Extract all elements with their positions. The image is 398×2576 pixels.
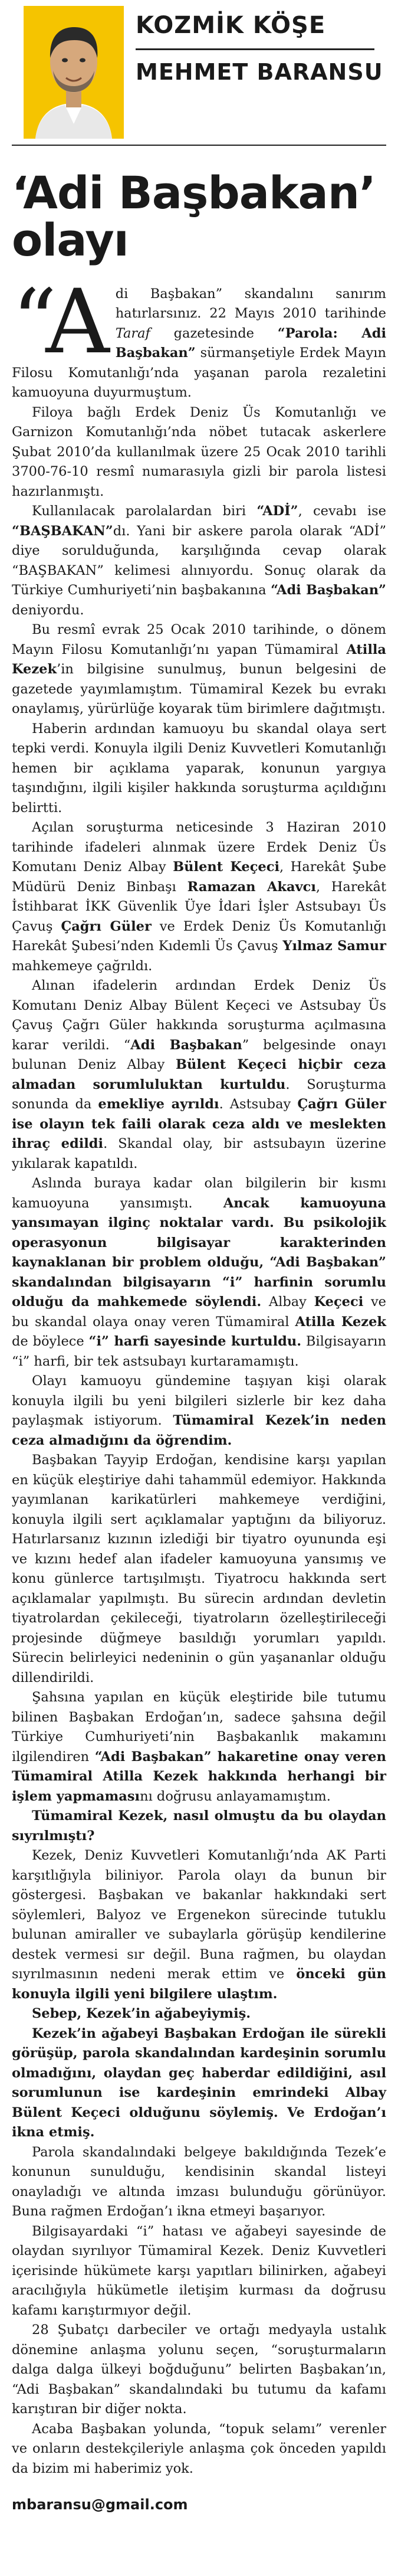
text-run: dı. Yani bir askere parola olarak “ADİ” diye sorulduğunda, karşılığında cevap olarak “BAŞBAKAN” kelimesi alınıyordu. Sonuç olarak da Türkiye Cumhuriyeti’nin başbakanına bbox=[12, 523, 386, 598]
text-run: Şahsına yapılan en küçük eleştiride bile tutumu bilinen Başbakan Erdoğan’ın, sadece şahsına değil Türkiye Cumhuriyeti’nin Başbakanlık makamını ilgilendiren bbox=[12, 1690, 386, 1765]
article-paragraph bbox=[12, 270, 386, 403]
bold-run: “BAŞBAKAN” bbox=[12, 523, 113, 539]
bold-run: Bülent Keçeci hiçbir ceza almadan sorumluluktan kurtuldu bbox=[12, 1057, 386, 1092]
bold-run: Adi Başbakan bbox=[130, 1037, 242, 1053]
article-title: ‘Adi Başbakan’ olayı bbox=[12, 166, 376, 266]
article-paragraph bbox=[12, 1846, 386, 2004]
bold-run: emekliye ayrıldı bbox=[98, 1096, 219, 1112]
article-paragraph bbox=[12, 502, 386, 620]
bold-run: “ADİ” bbox=[256, 503, 298, 519]
italic-run: Taraf bbox=[115, 325, 150, 341]
bold-run: Tümamiral Kezek’in neden ceza almadığını da öğrendim. bbox=[12, 1413, 386, 1448]
text-run: , Harekât Şube Müdürü Deniz Binbaşı bbox=[12, 859, 387, 895]
text-run: Başbakan Tayyip Erdoğan, kendisine karşı yapılan en küçük eleştiriye dahi tahammül edemiyor. Hakkında yayımlanan karikatürleri mahkemeye verdiğini, konuyla ilgili sert açıklamalar yaptığını da biliyoruz. Hatırlarsanız kızının izlediği bir tiyatro oyununda eşi ve kızını hedef alan ifadeler kamuoyuna yansımış ve konu günlerce tartışılmıştı. Tiyatrocu hakkında sert açıklamalar yapılmıştı. Bu sürecin ardından devletin tiyatrolardan çekileceği, tiyatroların özelleştirileceği projesinde düğmeye basıldığı yorumları yapıldı. Sürecin belirleyici nedeninin o gün yaşananlar olduğu dillendirildi. bbox=[12, 1452, 386, 1685]
bold-run: Atilla Kezek bbox=[295, 1314, 386, 1330]
author-photo bbox=[24, 6, 124, 139]
article-paragraph bbox=[12, 1174, 386, 1372]
article-paragraph bbox=[12, 976, 386, 1174]
text-run: Olayı kamuoyu gündemine taşıyan kişi olarak konuyla ilgili bu yeni bilgileri sizlerle bir kez daha paylaşmak istiyorum. bbox=[12, 1373, 386, 1429]
column-rubric: KOZMİK KÖŞE bbox=[136, 12, 326, 39]
article-paragraph bbox=[12, 2004, 386, 2024]
text-run: mahkemeye çağrıldı. bbox=[12, 958, 153, 974]
column-header bbox=[12, 0, 386, 146]
text-run: , Harekât İstihbarat İKK Güvenlik Üye İdari İşler Astsubayı Üs Çavuş bbox=[12, 879, 386, 934]
text-run: ” belgesinde onayı bulunan Deniz Albay bbox=[12, 1037, 386, 1073]
bold-run: “Adi Başbakan” bbox=[271, 582, 386, 598]
text-run: Aslında buraya kadar olan bilgilerin bir kısmı kamuoyuna yansımıştı. bbox=[12, 1176, 386, 1211]
article-paragraph bbox=[12, 1451, 386, 1688]
article-paragraph bbox=[12, 403, 386, 502]
text-run: sürmanşetiyle Erdek Mayın Filosu Komutanlığı’nda yaşanan parola rezaletini kamuoyuna duyurmuştum. bbox=[12, 345, 386, 401]
text-run: Bilgisayarın “i” harfi, bir tek astsubayı kurtaramamıştı. bbox=[12, 1334, 386, 1369]
bold-run: önceki gün konuyla ilgili yeni bilgilere ulaştım. bbox=[12, 1966, 386, 2002]
text-run: deniyordu. bbox=[12, 602, 84, 618]
text-run: Alınan ifadelerin ardından Erdek Deniz Üs Komutanı Deniz Albay Bülent Keçeci ve Astsubay Üs Çavuş Çağrı Güler hakkında soruşturma açılmasına karar verildi. “ bbox=[12, 978, 386, 1053]
article-paragraph bbox=[12, 1806, 386, 1846]
article-paragraph bbox=[12, 1372, 386, 1451]
article-paragraph bbox=[12, 2320, 386, 2420]
article-paragraph bbox=[12, 1688, 386, 1806]
text-run: ’in bilgisine sunulmuş, bunun belgesini de gazetede yayımlamıştım. Tümamiral Kezek bu evrakı onaylamış, yürürlüğe koyarak tüm birimlere dağıtmıştı. bbox=[12, 662, 386, 717]
text-run: Albay bbox=[261, 1294, 314, 1310]
text-run: Kullanılacak parolalardan biri bbox=[32, 503, 257, 519]
text-run: . Skandal olay, bir astsubayın üzerine yıkılarak kapatıldı. bbox=[12, 1136, 386, 1171]
article-paragraph bbox=[12, 818, 386, 976]
text-run: Bu resmî evrak 25 Ocak 2010 tarihinde, o dönem Mayın Filosu Komutanlığı’nı yapan Tümamiral bbox=[12, 622, 386, 657]
text-run: 28 Şubatçı darbeciler ve ortağı medyayla ustalık dönemine anlaşma yolunu seçen, “soruşturmaların dalga dalga ülkeyi boğduğunu” belirten Başbakan’ın, “Adi Başbakan” skandalındaki bu tutumu da kafamı karıştıran bir diğer nokta. bbox=[12, 2322, 386, 2417]
bold-run: Ancak kamuoyuna yansımayan ilginç noktalar vardı. Bu psikolojik operasyonun bilgisayar karakterinden kaynaklanan bir problem olduğu, “Adi Başbakan” skandalından bilgisayarın “i” harfinin sorumlu olduğu da mahkemede söylendi. bbox=[12, 1195, 386, 1310]
bold-run: Keçeci bbox=[314, 1294, 364, 1310]
bold-run: “i” harfi sayesinde kurtuldu. bbox=[88, 1334, 302, 1350]
text-run: de böylece bbox=[12, 1334, 89, 1350]
header-divider bbox=[136, 48, 374, 50]
article-paragraph bbox=[12, 2420, 386, 2479]
article-paragraph bbox=[12, 620, 386, 719]
bold-run: Ramazan Akavcı bbox=[187, 879, 316, 895]
text-run: ve Erdek Deniz Üs Komutanlığı Harekât Şubesi’nden Kıdemli Üs Çavuş bbox=[12, 918, 386, 954]
text-run: Haberin ardından kamuoyu bu skandal olaya sert tepki verdi. Konuyla ilgili Deniz Kuvvetleri Komutanlığı hemen bir açıklama yaparak, konunun yargıya taşındığını, ilgili kişiler hakkında soruşturma açıldığını belirtti. bbox=[12, 721, 386, 816]
author-email[interactable]: mbaransu@gmail.com bbox=[12, 2496, 188, 2513]
text-run: ve bu skandal olaya onay veren Tümamiral bbox=[12, 1294, 387, 1330]
bold-run: Çağrı Güler ise olayın tek faili olarak ceza aldı ve meslekten ihraç edildi bbox=[12, 1096, 386, 1152]
bold-run: Sebep, Kezek’in ağabeyiymiş. bbox=[32, 2006, 251, 2022]
author-portrait-icon bbox=[24, 6, 124, 139]
text-run: . Astsubay bbox=[219, 1096, 298, 1112]
text-run: Parola skandalındaki belgeye bakıldığında Tezek’e konunun sunulduğu, kendisinin skandal listeyi onayladığı ve altında imzası bulunduğu görünüyor. Buna rağmen Erdoğan’ı ikna etmeyi başarıyor. bbox=[12, 2144, 386, 2220]
text-run: . Soruşturma sonunda da bbox=[12, 1076, 386, 1112]
bold-run: Atilla Kezek bbox=[12, 641, 386, 677]
article-paragraph bbox=[12, 2143, 386, 2222]
article-paragraph bbox=[12, 719, 386, 819]
text-run: Kezek, Deniz Kuvvetleri Komutanlığı’nda AK Parti karşıtlığıyla biliniyor. Parola olayı da bunun bir göstergesi. Başbakan ve bakanlar hakkındaki sert söylemleri, Balyoz ve Ergenekon sürecinde tutuklu bulunan amiraller ve subaylarla görüşüp kendilerine destek vermesi sır değil. Buna rağmen, bu olaydan sıyrılmasının nedeni merak ettim ve bbox=[12, 1848, 386, 1982]
text-run: nı doğrusu anlayamamıştım. bbox=[140, 1788, 331, 1804]
text-run: “Adi Başbakan” skandalını sanırım hatırlarsınız. 22 Mayıs 2010 tarihinde bbox=[12, 270, 386, 374]
article-body bbox=[12, 270, 387, 2479]
article-paragraph bbox=[12, 2222, 386, 2321]
bold-run: Tümamiral Kezek, nasıl olmuştu da bu olaydan sıyrılmıştı? bbox=[12, 1808, 386, 1844]
bold-run: Bülent Keçeci bbox=[173, 859, 279, 875]
bold-run: Kezek’in ağabeyi Başbakan Erdoğan ile sürekli görüşüp, parola skandalından kardeşinin sorumlu olmadığını, olaydan geç haberdar edildiğini, asıl sorumlunun ise kardeşinin emrindeki Albay Bülent Keçeci olduğunu söylemiş. Ve Erdoğan’ı ikna etmiş. bbox=[12, 2025, 386, 2140]
bold-run: Çağrı Güler bbox=[61, 918, 152, 934]
bold-run: Yılmaz Samur bbox=[282, 938, 386, 954]
text-run: Filoya bağlı Erdek Deniz Üs Komutanlığı ve Garnizon Komutanlığı’nda nöbet tutacak askerlere Şubat 2010’da kullanılmak üzere 25 Ocak 2010 tarihli 3700-76-10 resmî numarasıyla gizli bir parola listesi hazırlanmıştı. bbox=[12, 404, 386, 499]
text-run: gazetesinde bbox=[150, 325, 278, 341]
article-paragraph bbox=[12, 2024, 386, 2143]
text-run: Bilgisayardaki “i” hatası ve ağabeyi sayesinde de olaydan sıyrılıyor Tümamiral Kezek. Deniz Kuvvetleri içerisinde hükümete karşı yapıtları bilinirken, ağabeyi aracılığıyla hükümetle iletişim kurması da doğrusu kafamı karıştırmıyor değil. bbox=[12, 2223, 386, 2318]
text-run: , cevabı ise bbox=[298, 503, 386, 519]
text-run: Acaba Başbakan yolunda, “topuk selamı” verenler ve onların destekçileriyle anlaşma çok önceden yapıldı da bizim mi haberimiz yok. bbox=[12, 2421, 386, 2476]
author-name: MEHMET BARANSU bbox=[136, 59, 383, 85]
bold-run: “Adi Başbakan” hakaretine onay veren Tümamiral Atilla Kezek hakkında herhangi bir işlem yapmaması bbox=[12, 1749, 386, 1804]
text-run: Açılan soruşturma neticesinde 3 Haziran 2010 tarihinde ifadeleri alınmak üzere Erdek Deniz Üs Komutanı Deniz Albay bbox=[12, 820, 386, 875]
bold-run: “Parola: Adi Başbakan” bbox=[115, 325, 386, 361]
